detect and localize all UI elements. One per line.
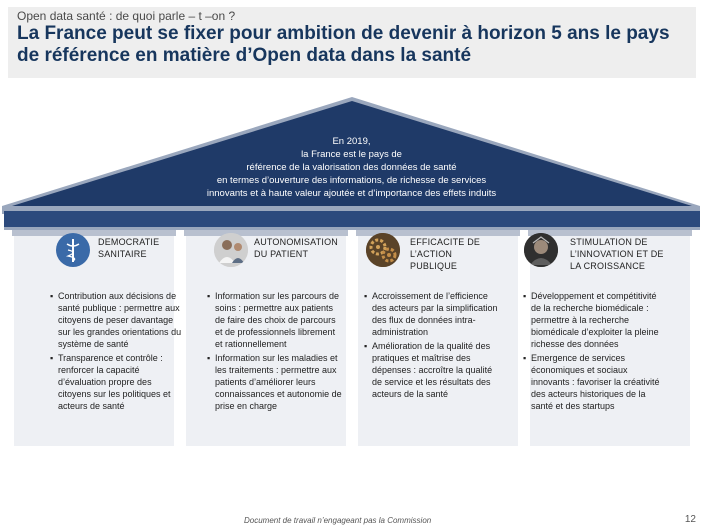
roof-line: innovants et à haute valeur ajoutée et d’importance des effets induits bbox=[206, 188, 497, 199]
roof-line: En 2019, bbox=[332, 136, 371, 147]
pillar-bullet: ▪ Transparence et contrôle : renforcer la capacité d’évaluation propre des citoyens sur les politiques et acteurs de santé bbox=[50, 352, 186, 412]
roof-line: référence de la valorisation des données de santé bbox=[246, 162, 457, 173]
pillar-bullet: ▪ Accroissement de l’efficience des acteurs par la simplification des flux de données intra-administration bbox=[364, 290, 500, 338]
patient-doctor-icon bbox=[214, 233, 248, 267]
roof-statement bbox=[150, 135, 553, 200]
pillar-bullets bbox=[207, 290, 343, 414]
gears-icon bbox=[366, 233, 400, 267]
page-number: 12 bbox=[684, 514, 696, 525]
pillar-bullet: ▪ Contribution aux décisions de santé publique : permettre aux citoyens de peser davantage sur les grandes orientations du système de santé bbox=[50, 290, 186, 350]
pillar-bullet: ▪ Développement et compétitivité de la recherche biomédicale : permettre à la recherche biomédicale d’exploiter la pleine richesse des données bbox=[523, 290, 663, 350]
pillar-title: STIMULATION DE L’INNOVATION ET DE LA CROISSANCE bbox=[570, 237, 664, 271]
temple-frieze bbox=[4, 211, 700, 227]
pillar-bullet: ▪ Information sur les maladies et les traitements : permettre aux patients d’améliorer leurs connaissances et autonomie de prise en charge bbox=[207, 352, 343, 412]
pillar-bullets bbox=[364, 290, 500, 402]
pillar-bullets bbox=[523, 290, 663, 414]
pillar-bullet: ▪ Amélioration de la qualité des pratiques et maîtrise des dépenses : accroître la qualité de service et les résultats des acteurs de la santé bbox=[364, 340, 500, 400]
pillar-bullet: ▪ Information sur les parcours de soins : permettre aux patients de faire des choix de parcours et de professionnels librement et rationnellement bbox=[207, 290, 343, 350]
growth-icon bbox=[524, 233, 558, 267]
slide-headline: La France peut se fixer pour ambition de devenir à horizon 5 ans le pays de référence en matière d’Open data dans la santé bbox=[17, 23, 670, 66]
roof-line: la France est le pays de bbox=[301, 149, 402, 160]
footer-disclaimer: Document de travail n’engageant pas la Commission bbox=[244, 516, 432, 525]
pillar-title: DEMOCRATIE SANITAIRE bbox=[98, 237, 160, 259]
pillar-title: EFFICACITE DE L’ACTION PUBLIQUE bbox=[410, 237, 481, 271]
slide-kicker: Open data santé : de quoi parle – t –on ? bbox=[17, 9, 236, 23]
roof-line: en termes d’ouverture des informations, de richesse de services bbox=[216, 175, 487, 186]
pillar-title: AUTONOMISATION DU PATIENT bbox=[254, 237, 338, 259]
pillar-bullet: ▪ Emergence de services économiques et sociaux innovants : favoriser la créativité des acteurs historiques de la santé et des startups bbox=[523, 352, 663, 412]
pillar-bullets bbox=[50, 290, 186, 414]
caduceus-icon bbox=[56, 233, 90, 267]
